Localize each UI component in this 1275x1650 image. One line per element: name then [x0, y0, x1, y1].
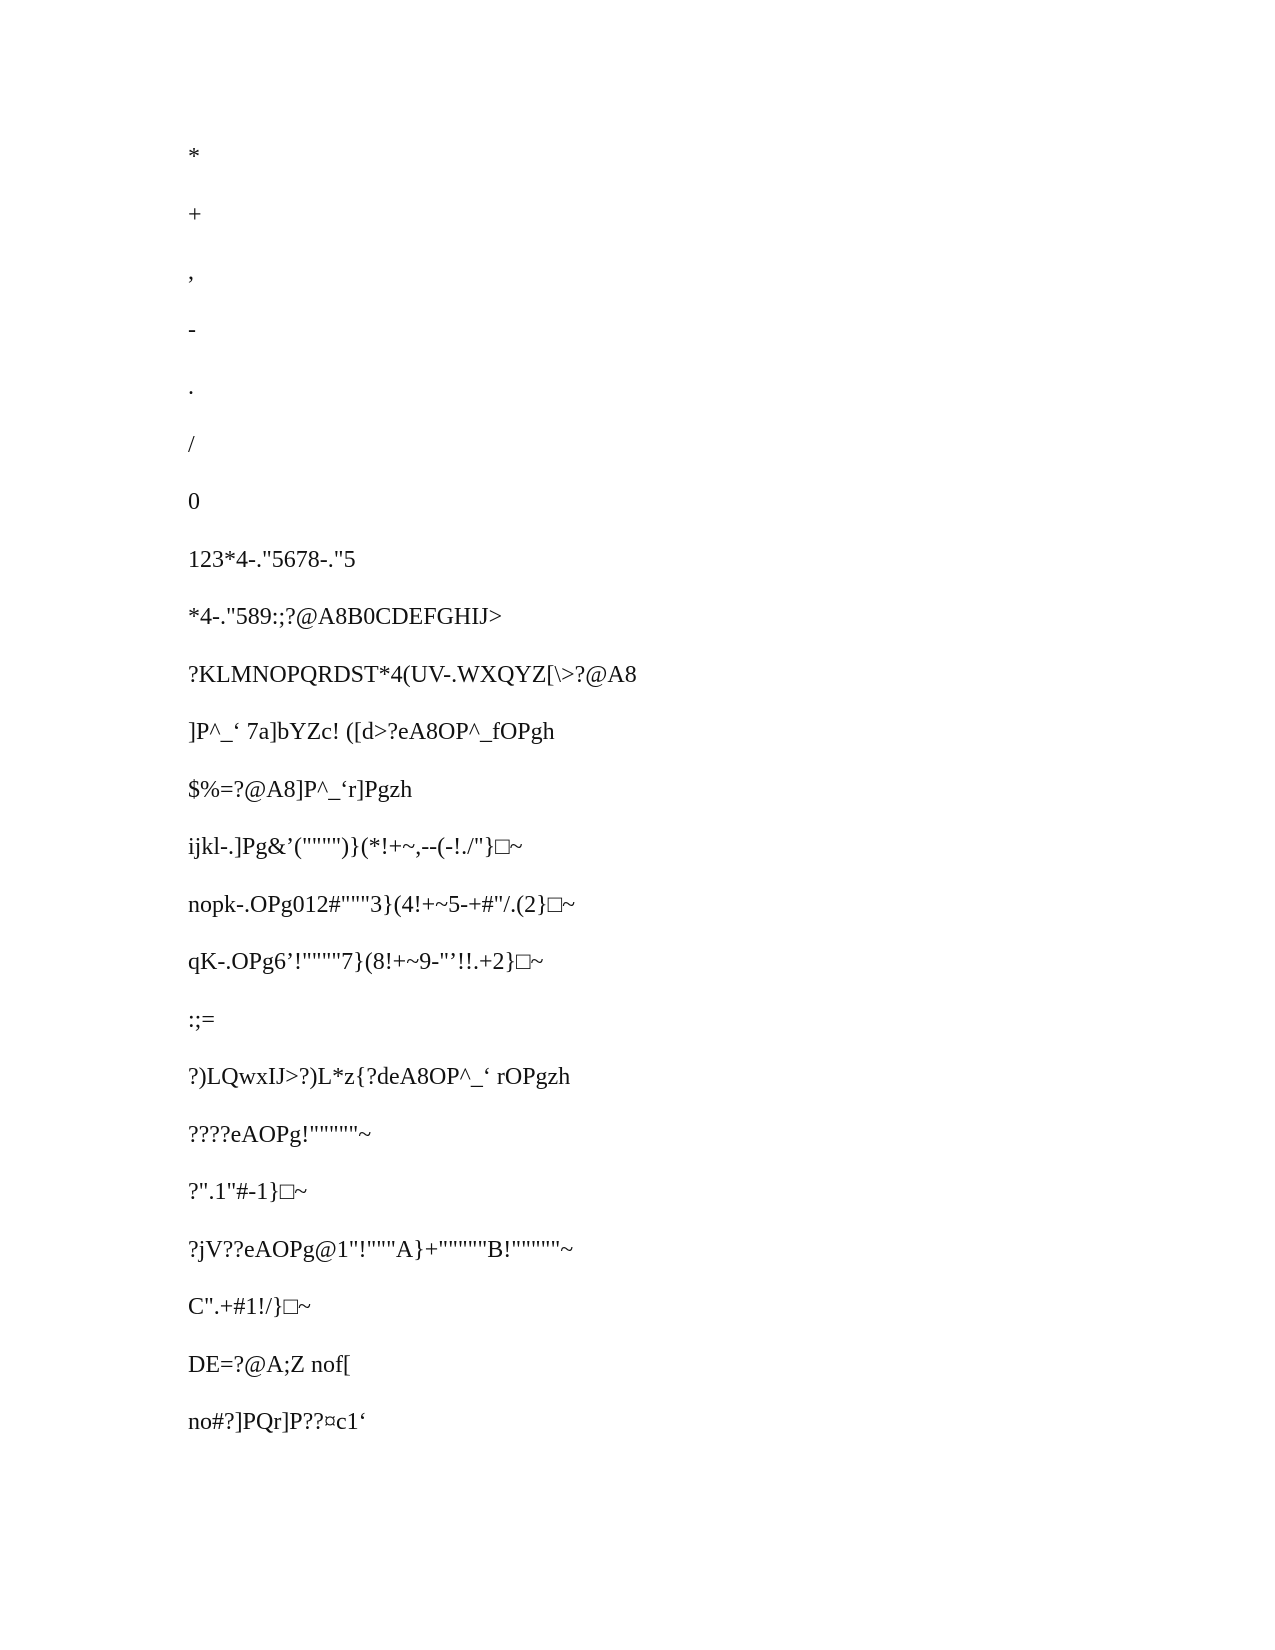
text-line: + [188, 201, 202, 228]
text-line: - [188, 316, 196, 343]
text-line: :;= [188, 1006, 215, 1033]
text-line: ????eAOPg!"""""~ [188, 1121, 372, 1148]
text-line: ]P^_‘ 7a]bYZc! ([d>?eA8OP^_fOPgh [188, 719, 555, 745]
text-line: no#?]PQr]P??¤c1‘ [188, 1409, 367, 1435]
text-line: 123*4-."5678-."5 [188, 546, 356, 573]
text-line: ?jV??eAOPg@1"!"""A}+"""""B!"""""~ [188, 1236, 574, 1263]
text-line: ijkl-.]Pg&’("""")}(*!+~,--(-!./"}□~ [188, 834, 523, 860]
text-line: / [188, 431, 195, 458]
text-line: qK-.OPg6’!""""7}(8!+~9-"’!!.+2}□~ [188, 949, 544, 975]
text-line: ?)LQwxIJ>?)L*z{?deA8OP^_‘ rOPgzh [188, 1064, 571, 1090]
text-line: *4-."589:;?@A8B0CDEFGHIJ> [188, 604, 503, 630]
text-line: $%=?@A8]P^_‘r]Pgzh [188, 776, 413, 803]
text-column [188, 145, 1088, 1468]
text-line: DE=?@A;Z nof[ [188, 1351, 351, 1378]
text-line: ?".1"#-1}□~ [188, 1179, 308, 1205]
text-line: * [188, 144, 200, 170]
text-line: nopk-.OPg012#"""3}(4!+~5-+#"/.(2}□~ [188, 891, 576, 918]
text-line: 0 [188, 489, 200, 515]
text-line: , [188, 259, 194, 285]
text-line: C".+#1!/}□~ [188, 1294, 311, 1320]
text-line: . [188, 374, 194, 400]
text-line: ?KLMNOPQRDST*4(UV-.WXQYZ[\>?@A8 [188, 661, 637, 688]
